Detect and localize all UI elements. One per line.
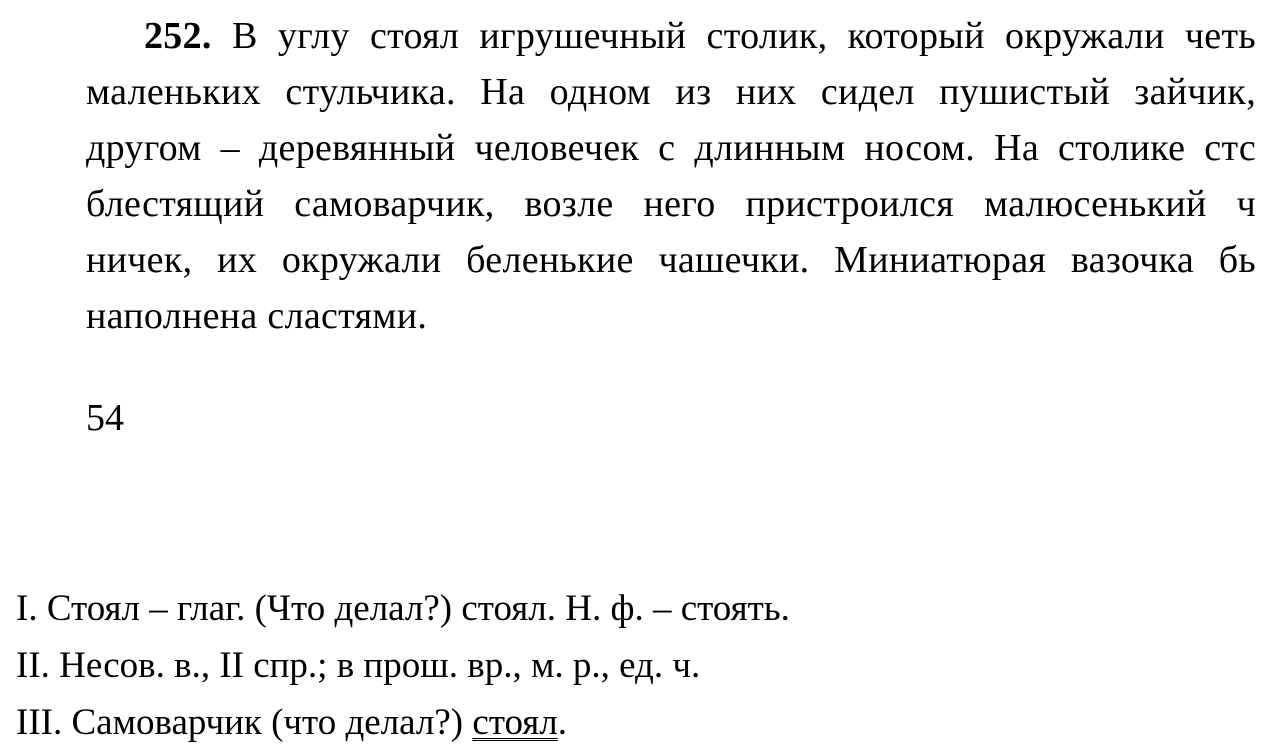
analysis-line-2: II. Несов. в., II спр.; в прош. вр., м. р., ед. ч.: [16, 645, 701, 686]
word-analysis: [16, 580, 790, 744]
exercise-number: 252.: [144, 15, 212, 57]
exercise-text: [86, 8, 1256, 344]
analysis-line-3-suffix: .: [557, 702, 568, 743]
exercise-line-3: другом – деревянный человечек с длинным носом. На столике стс: [86, 127, 1256, 169]
exercise-line-5: ничек, их окружали беленькие чашечки. Миниатюрая вазочка бь: [86, 239, 1256, 281]
analysis-line-3-prefix: III. Самоварчик (что делал?): [16, 702, 473, 743]
exercise-line-1: [86, 8, 1256, 64]
exercise-line-1-text: В углу стоял игрушечный столик, который окружали четь: [231, 15, 1256, 57]
exercise-line-2: маленьких стульчика. На одном из них сидел пушистый зайчик,: [86, 71, 1256, 113]
analysis-line-1: I. Стоял – глаг. (Что делал?) стоял. Н. ф. – стоять.: [16, 588, 790, 629]
analysis-line-3: [16, 694, 790, 744]
page-number: 54: [86, 397, 124, 439]
exercise-line-6: наполнена сластями.: [86, 295, 428, 337]
predicate-underlined: стоял: [472, 702, 558, 743]
exercise-line-4: блестящий самоварчик, возле него пристроился малюсенький ч: [86, 183, 1256, 225]
